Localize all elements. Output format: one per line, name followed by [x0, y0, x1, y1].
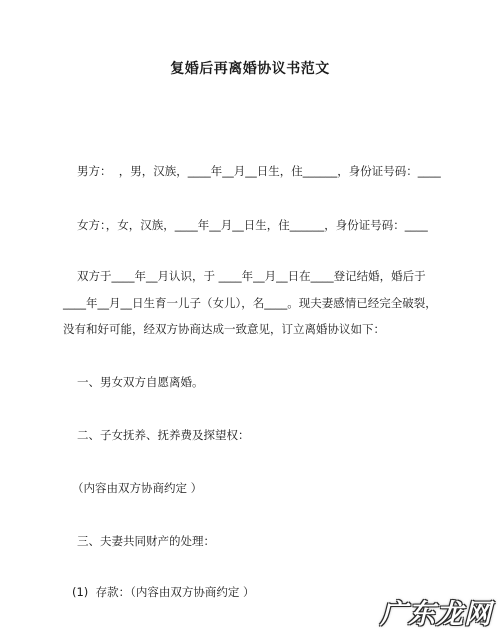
clause-2-line: 二、子女抚养、抚养费及探望权： — [77, 428, 250, 442]
marriage-history-line-2: ____年__月__日生育一儿子（女儿），名____。现夫妻感情已经完全破裂， — [63, 296, 437, 310]
site-watermark: 广东龙网 — [380, 599, 492, 630]
clause-1-line: 一、男女双方自愿离婚。 — [77, 375, 204, 389]
document-title: 复婚后再离婚协议书范文 — [170, 61, 330, 77]
marriage-history-line-3: 没有和好可能，经双方协商达成一致意见，订立离婚协议如下： — [63, 322, 385, 336]
marriage-history-line-1: 双方于____年__月认识，于 ____年__月__日在____登记结婚，婚后于 — [77, 269, 426, 283]
male-party-line: 男方： ，男，汉族，____年__月__日生，住______，身份证号码：____ — [77, 164, 441, 178]
female-party-line: 女方：，女，汉族，____年__月__日生，住______，身份证号码：____ — [77, 218, 428, 232]
deposit-line: (1) 存款：（内容由双方协商约定 ） — [72, 585, 255, 599]
clause-3-line: 三、夫妻共同财产的处理： — [77, 534, 215, 548]
clause-2-content-line: （内容由双方协商约定 ） — [72, 481, 203, 495]
